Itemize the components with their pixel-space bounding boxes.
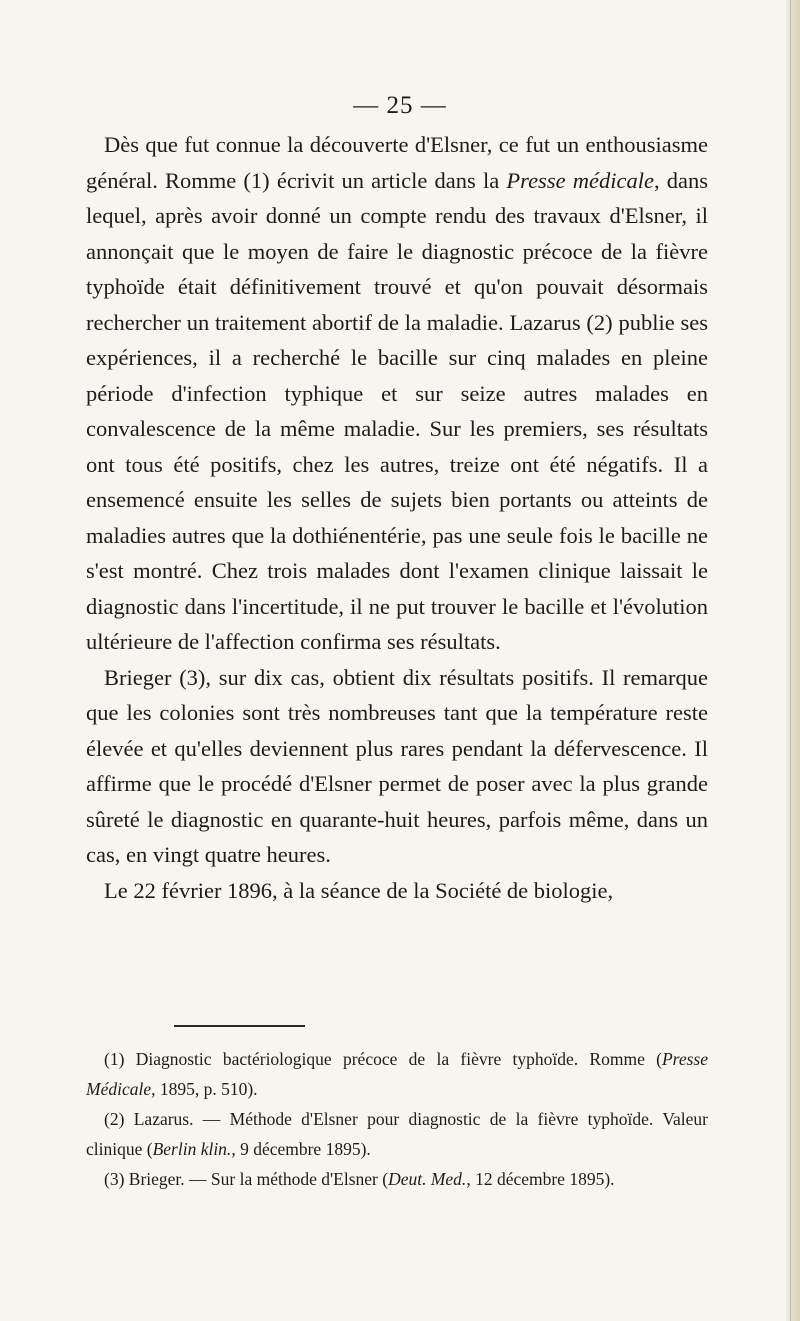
- italic-title: Deut. Med.: [388, 1169, 467, 1189]
- italic-title: Presse médicale: [506, 167, 654, 193]
- footnote: [86, 1044, 708, 1104]
- italic-title: Berlin klin.: [152, 1139, 232, 1159]
- text-run: , 12 décembre 1895).: [466, 1169, 615, 1189]
- paragraph: [86, 873, 708, 909]
- page-edge-line: [790, 0, 791, 1321]
- paragraph: [86, 127, 708, 660]
- text-run: Dès que fut connue la découverte d'Elsner, ce fut un enthousiasme général. Romme (1) écrivit un article dans la: [86, 132, 708, 193]
- paragraph: [86, 660, 708, 873]
- text-run: (1) Diagnostic bactériologique précoce de la fièvre typhoïde. Romme (: [104, 1049, 662, 1069]
- body-text: [86, 127, 708, 908]
- italic-title: Presse Médicale: [86, 1049, 708, 1099]
- footnote-separator: [174, 1025, 305, 1027]
- footnotes: [86, 1044, 708, 1194]
- text-run: , 9 décembre 1895).: [231, 1139, 371, 1159]
- text-run: (3) Brieger. — Sur la méthode d'Elsner (: [104, 1169, 389, 1189]
- page-edge-shadow: [786, 0, 800, 1321]
- text-run: , 1895, p. 510).: [151, 1079, 258, 1099]
- footnote: [86, 1104, 708, 1164]
- text-run: Brieger (3), sur dix cas, obtient dix résultats positifs. Il remarque que les colonies sont très nombreuses tant que la température reste élevée et qu'elles deviennent plus rares pendant la défervescence. Il affirme que le procédé d'Elsner permet de poser avec la plus grande sûreté le diagnostic en quarante-huit heures, parfois même, dans un cas, en vingt quatre heures.: [86, 664, 708, 867]
- page-number: — 25 —: [353, 92, 447, 119]
- footnote: [86, 1164, 708, 1194]
- text-run: (2) Lazarus. — Méthode d'Elsner pour diagnostic de la fièvre typhoïde. Valeur clinique (: [86, 1109, 708, 1159]
- text-run: Le 22 février 1896, à la séance de la Société de biologie,: [104, 877, 614, 903]
- text-run: , dans lequel, après avoir donné un compte rendu des travaux d'Elsner, il annonçait que le moyen de faire le diagnostic précoce de la fièvre typhoïde était définitivement trouvé et qu'on pouvait désormais rechercher un traitement abortif de la maladie. Lazarus (2) publie ses expériences, il a recherché le bacille sur cinq malades en pleine période d'infection typhique et sur seize autres malades en convalescence de la même maladie. Sur les premiers, ses résultats ont tous été positifs, chez les autres, treize ont été négatifs. Il a ensemencé ensuite les selles de sujets bien portants ou atteints de maladies autres que la dothiénentérie, pas une seule fois le bacille ne s'est montré. Chez trois malades dont l'examen clinique laissait le diagnostic dans l'incertitude, il ne put trouver le bacille et l'évolution ultérieure de l'affection confirma ses résultats.: [86, 167, 708, 654]
